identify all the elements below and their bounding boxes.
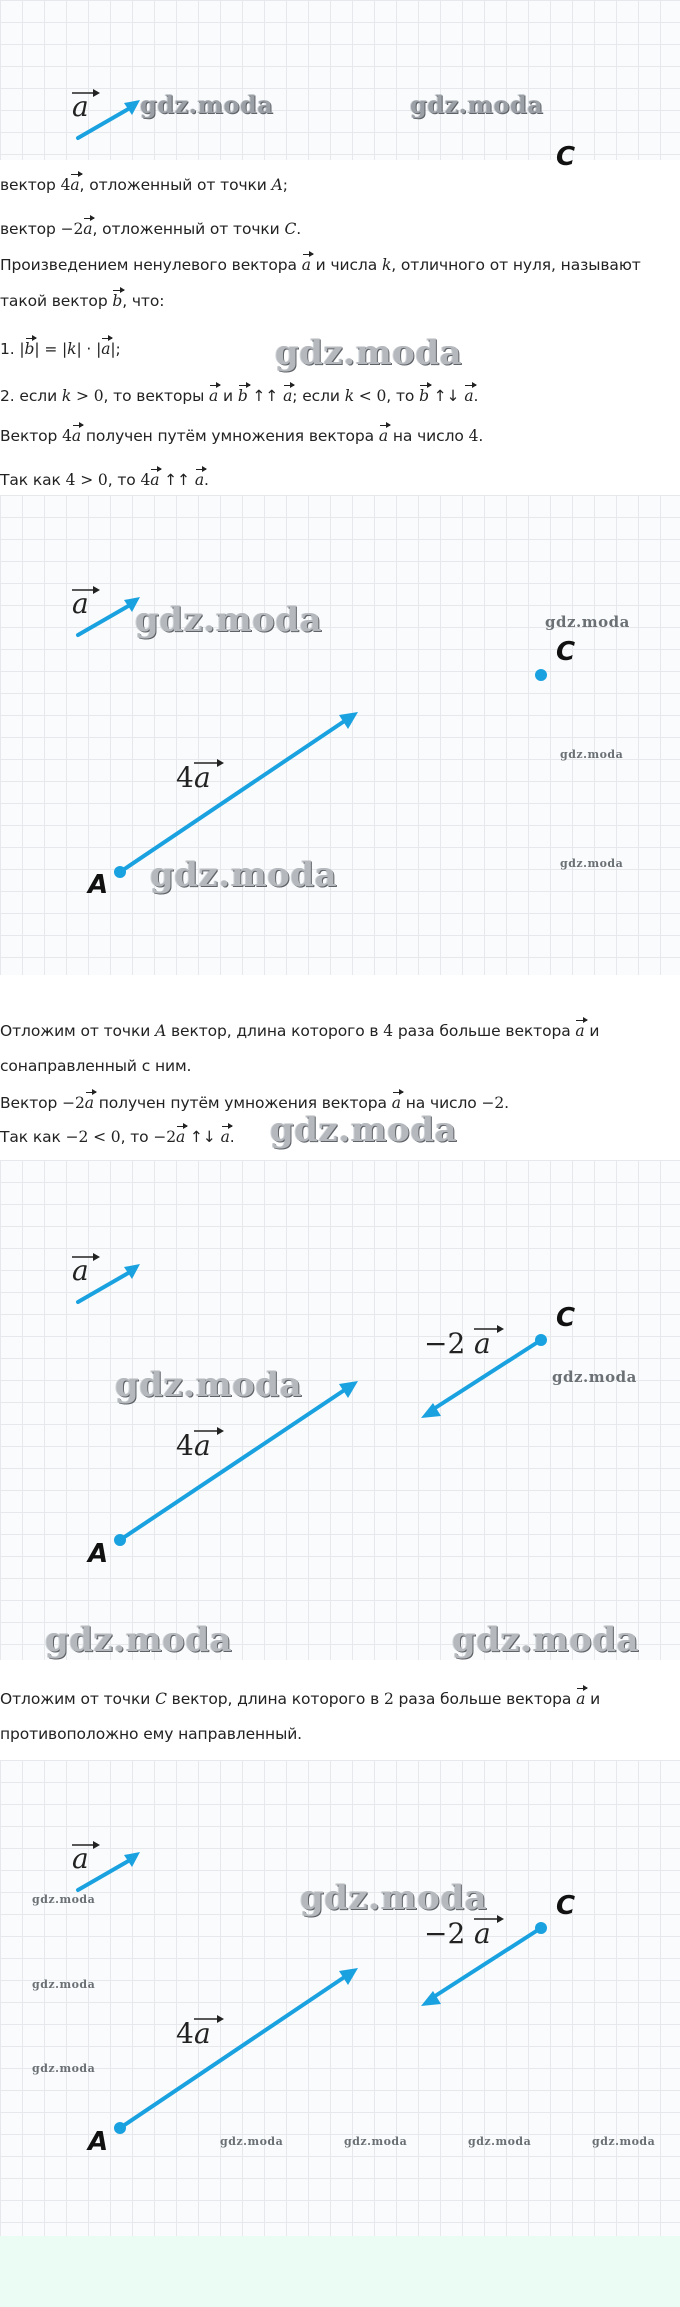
watermark: gdz.moda bbox=[115, 1365, 303, 1405]
vector-a-label: a bbox=[72, 1842, 89, 1875]
text-line: противоположно ему направленный. bbox=[0, 1725, 303, 1743]
vector-4a bbox=[120, 1976, 346, 2128]
vector-a-label: a bbox=[72, 587, 89, 620]
point-A bbox=[114, 1534, 126, 1546]
text-line: вектор −2a, отложенный от точки C. bbox=[0, 215, 680, 240]
diagram-3 bbox=[0, 1160, 680, 1660]
watermark: gdz.moda bbox=[220, 2135, 284, 2148]
text-line: Вектор 4a получен путём умножения вектора a на число 4. bbox=[0, 422, 680, 447]
point-C bbox=[535, 1922, 547, 1934]
point-C-label: C bbox=[556, 142, 576, 172]
text-line: 2. если k > 0, то векторы a и b ↑↑ a; если k < 0, то b ↑↓ a. bbox=[0, 382, 680, 407]
vector-4a-label: 4 bbox=[176, 2017, 194, 2050]
watermark: gdz.moda bbox=[300, 1878, 488, 1918]
vector-a-arrowhead bbox=[124, 1852, 140, 1867]
text-line: сонаправленный с ним. bbox=[0, 1057, 192, 1075]
svg-text:a: a bbox=[194, 761, 211, 794]
vector-a-label: a bbox=[72, 1254, 89, 1287]
text-line: Вектор −2a получен путём умножения вектора a на число −2. bbox=[0, 1089, 680, 1114]
diagram-4 bbox=[0, 1760, 680, 2236]
text-line: Отложим от точки C вектор, длина которого в 2 раза больше вектора a и bbox=[0, 1685, 680, 1710]
watermark: gdz.moda bbox=[560, 857, 624, 870]
watermark: gdz.moda bbox=[545, 613, 630, 631]
point-C bbox=[535, 1334, 547, 1346]
svg-text:a: a bbox=[194, 1429, 211, 1462]
svg-text:a: a bbox=[474, 1327, 491, 1360]
footer-band bbox=[0, 2236, 680, 2307]
vector-a-label: a bbox=[72, 90, 89, 123]
text-line: вектор 4a, отложенный от точки A; bbox=[0, 171, 680, 196]
watermark: gdz.moda bbox=[32, 2062, 96, 2075]
svg-text:a: a bbox=[194, 2017, 211, 2050]
watermark: gdz.moda bbox=[45, 1620, 233, 1660]
vector-4a bbox=[120, 1389, 346, 1540]
point-A bbox=[114, 866, 126, 878]
point-C-label: C bbox=[556, 637, 576, 667]
point-C-label: C bbox=[556, 1303, 576, 1333]
text-line: Так как −2 < 0, то −2a ↑↓ a. bbox=[0, 1123, 680, 1148]
watermark: gdz.moda bbox=[592, 2135, 656, 2148]
watermark: gdz.moda bbox=[552, 1368, 637, 1386]
watermark: gdz.moda bbox=[270, 1110, 458, 1150]
diagram-1 bbox=[0, 0, 680, 172]
watermark: gdz.moda bbox=[150, 855, 338, 895]
watermark: gdz.moda bbox=[452, 1620, 640, 1660]
watermark: gdz.moda bbox=[275, 333, 463, 373]
point-A bbox=[114, 2122, 126, 2134]
svg-text:a: a bbox=[474, 1917, 491, 1950]
watermark: gdz.moda bbox=[410, 90, 544, 119]
diagram-2 bbox=[0, 495, 680, 975]
point-A-label: A bbox=[88, 870, 109, 900]
text-line: такой вектор b, что: bbox=[0, 287, 680, 312]
point-C bbox=[535, 669, 547, 681]
vector-minus-2a-label: −2 bbox=[424, 1917, 466, 1950]
vector-a-arrowhead bbox=[124, 1264, 140, 1279]
point-A-label: A bbox=[88, 1539, 109, 1569]
vector-4a-label: 4 bbox=[176, 1429, 194, 1462]
vector-a-arrowhead bbox=[124, 100, 140, 115]
point-A-label: A bbox=[88, 2127, 109, 2157]
watermark: gdz.moda bbox=[560, 748, 624, 761]
text-line: Так как 4 > 0, то 4a ↑↑ a. bbox=[0, 466, 680, 491]
vector-4a bbox=[120, 720, 346, 872]
vector-4a-label: 4 bbox=[176, 761, 194, 794]
point-C-label: C bbox=[556, 1891, 576, 1921]
vector-minus-2a-label: −2 bbox=[424, 1327, 466, 1360]
watermark: gdz.moda bbox=[32, 1978, 96, 1991]
text-line: 1. |b| = |k| · |a|; bbox=[0, 335, 680, 360]
watermark: gdz.moda bbox=[140, 90, 274, 119]
watermark: gdz.moda bbox=[32, 1893, 96, 1906]
watermark: gdz.moda bbox=[344, 2135, 408, 2148]
watermark: gdz.moda bbox=[468, 2135, 532, 2148]
text-line: Отложим от точки A вектор, длина которого в 4 раза больше вектора a и bbox=[0, 1017, 680, 1042]
text-line: Произведением ненулевого вектора a и числа k, отличного от нуля, называют bbox=[0, 251, 680, 276]
watermark: gdz.moda bbox=[135, 600, 323, 640]
